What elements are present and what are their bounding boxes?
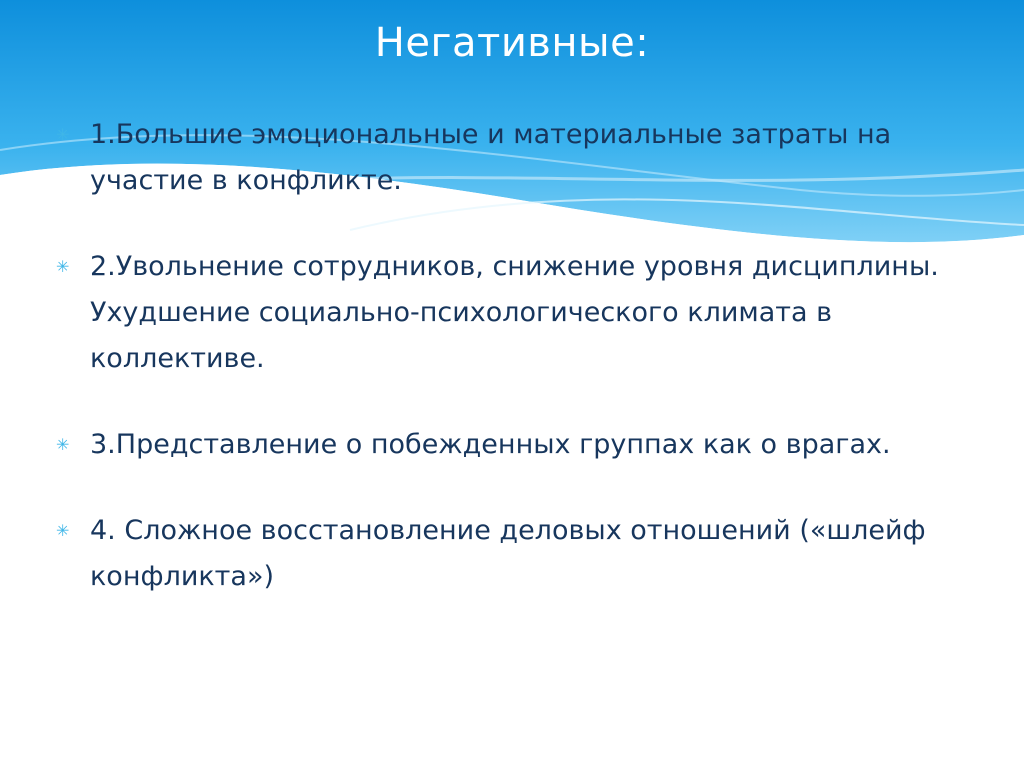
asterisk-icon: ✳ (56, 257, 70, 276)
bullet-text-line: коллективе. (90, 343, 265, 374)
asterisk-icon: ✳ (56, 435, 70, 454)
slide-title: Негативные: (374, 20, 650, 66)
bullet-item (50, 508, 1024, 600)
bullet-text-line: конфликта») (90, 561, 275, 592)
bullet-item (50, 244, 1024, 382)
asterisk-icon: ✳ (56, 521, 70, 540)
asterisk-icon: ✳ (56, 125, 70, 144)
bullet-item (50, 112, 1024, 204)
bullet-text-line: участие в конфликте. (90, 165, 402, 196)
bullet-text-line: 1.Большие эмоциональные и материальные затраты на (90, 119, 892, 150)
bullet-text-line: 2.Увольнение сотрудников, снижение уровня дисциплины. (90, 251, 939, 282)
bullet-text-line: 3.Представление о побежденных группах как о врагах. (90, 429, 891, 460)
bullet-text-line: Ухудшение социально-психологического климата в (90, 297, 833, 328)
bullet-text-line: 4. Сложное восстановление деловых отношений («шлейф (90, 515, 926, 546)
bullet-item (50, 422, 1024, 468)
bullet-list (50, 112, 1024, 600)
